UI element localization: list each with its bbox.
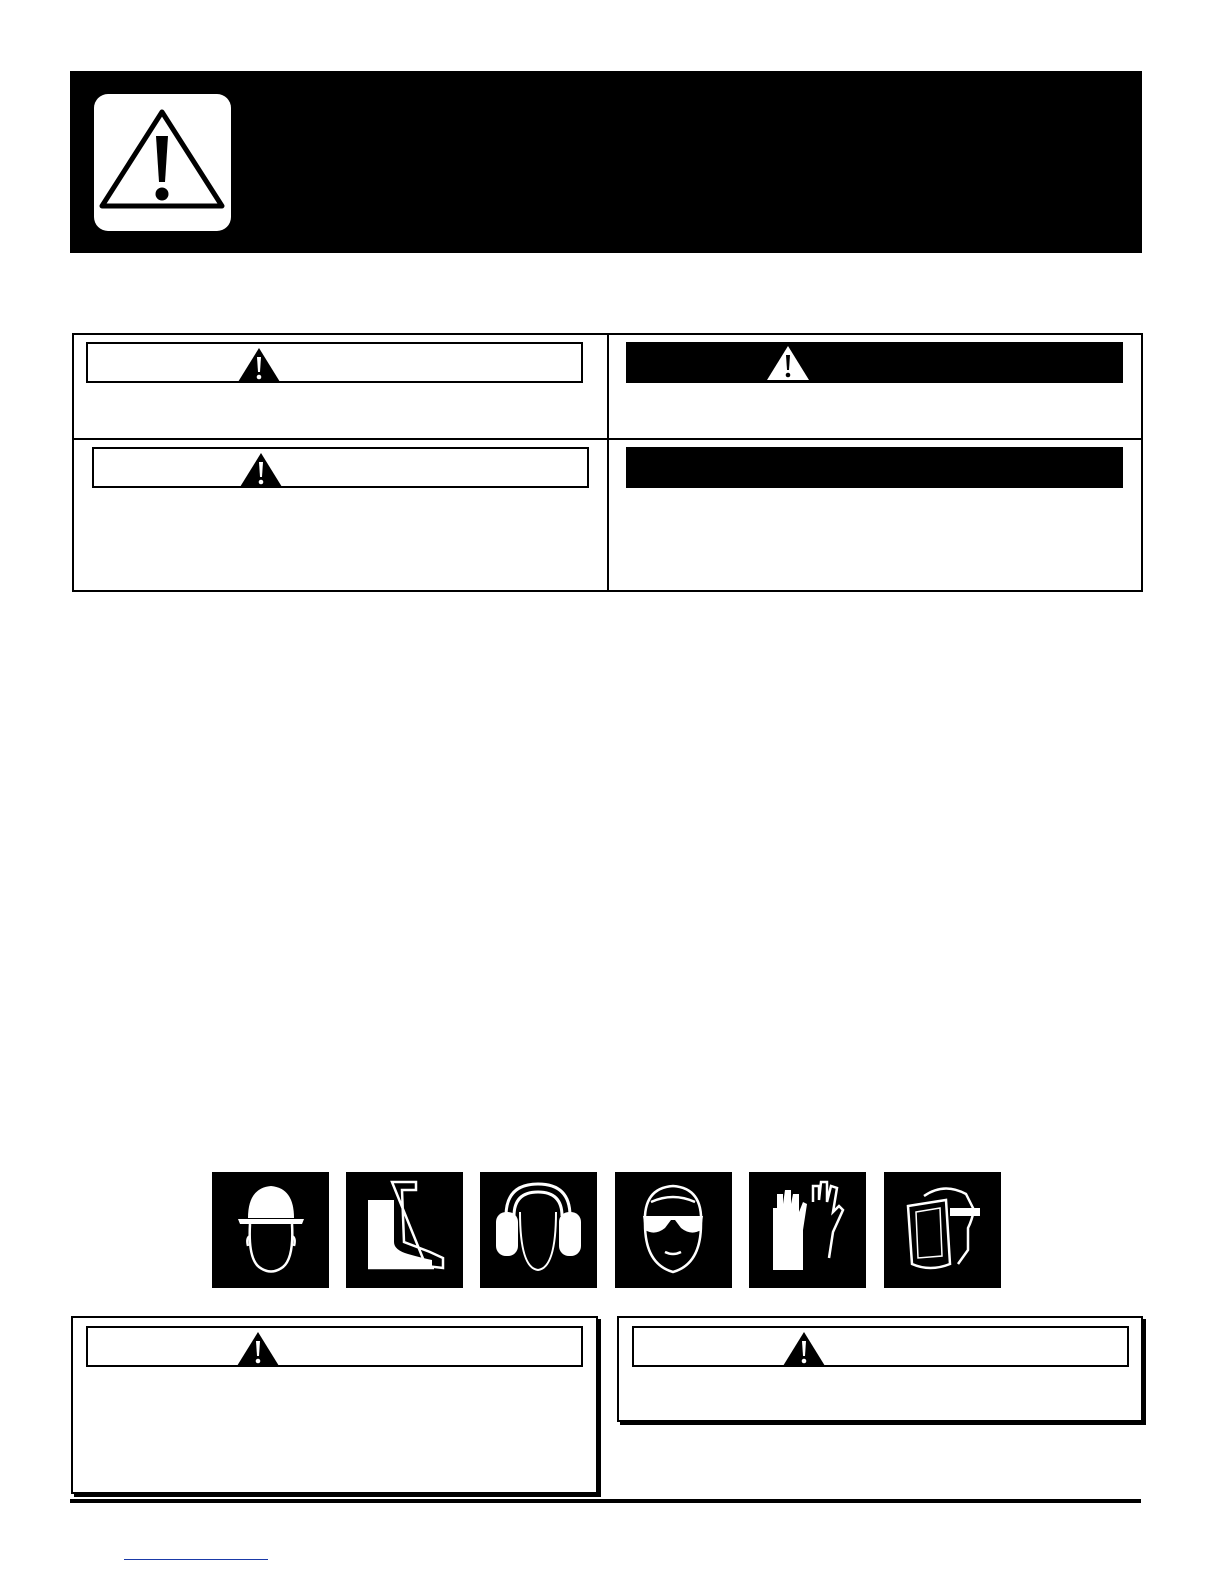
face-shield-icon [884, 1172, 1001, 1288]
warning-triangle-icon [239, 452, 283, 488]
signal-word-cell [609, 335, 1141, 438]
signal-word-table [72, 333, 1143, 592]
signal-word-bar [86, 1326, 583, 1367]
signal-word-bar [92, 447, 589, 488]
header-banner [70, 71, 1142, 253]
footer-rule [70, 1499, 1141, 1503]
signal-word-bar [632, 1326, 1129, 1367]
page-title [270, 131, 1110, 191]
warning-triangle-icon [766, 345, 810, 381]
signal-word-bar [86, 342, 583, 383]
hard-hat-icon [212, 1172, 329, 1288]
warning-box [617, 1316, 1143, 1422]
signal-word-cell [74, 440, 607, 590]
warning-triangle-icon [237, 347, 281, 383]
gloves-icon [749, 1172, 866, 1288]
signal-word-bar [626, 342, 1123, 383]
safety-glasses-icon [615, 1172, 732, 1288]
warning-triangle-icon [236, 1331, 280, 1367]
warning-triangle-icon [782, 1331, 826, 1367]
ear-protection-icon [480, 1172, 597, 1288]
footer-link[interactable] [124, 1540, 268, 1560]
safety-boots-icon [346, 1172, 463, 1288]
warning-triangle-icon [94, 94, 231, 231]
signal-word-cell [609, 440, 1141, 590]
signal-word-cell [74, 335, 607, 438]
warning-box [71, 1316, 598, 1494]
signal-word-bar [626, 447, 1123, 488]
